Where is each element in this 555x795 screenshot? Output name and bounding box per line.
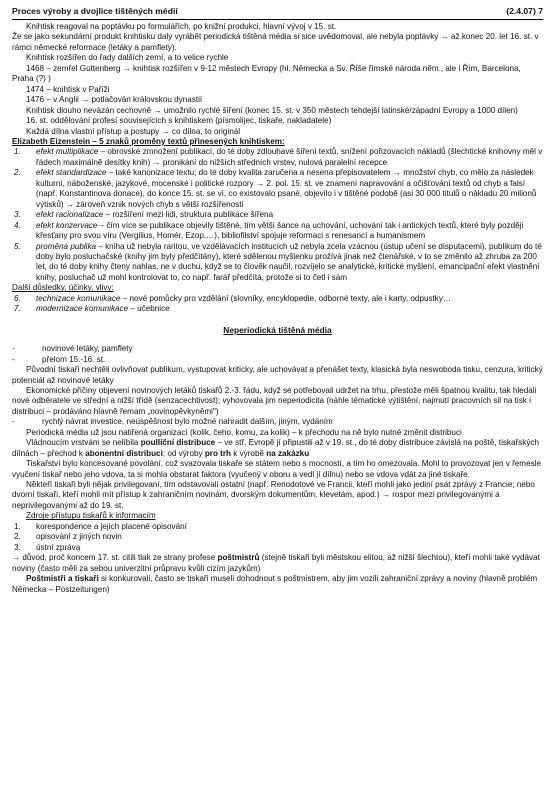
list-item: 3. ústní zpráva (14, 542, 81, 552)
text-line: Tiskařství bylo koncesované povolání, což svazovala tiskaře se státem nebo s mocností, a tím ho omezovala. Mohl to provozovat jen v řemesle vyučení tiskař nebo jeho vdova, ta si mohla obstarat faktora (vyučený v oboru a vedl jí dílnu) nebo se vdova vdát za jiné tiskaře. (12, 459, 541, 479)
list-item: 1. efekt multiplikace – obrovské zmnožení publikací, do té doby zdlouhavé šíření textů, snížení pořizovacích nákladů (šlechtické knihovny měl v řádech maximálně desítky knih) → pronikání do nižších středních vrstev, nulová paralelní recepce (14, 147, 543, 167)
text-line: → důvod, proč koncem 17. st. citili tlak ze strany profese poštmistrů (stejně tiskaři byli městskou elitou, až nižší šlechtou), kteří mohli také vydávat noviny (často měli za sebou univerzitní průpravu kvůli cizím jazykům) (12, 553, 540, 573)
text-line: Vládnoucím vrstvám se nelíbila poulliční distribuce – ve stř. Evropě jí připustili až v 19. st., do té doby distribuce závislá na poště, tiskařských dílnách – přechod k abonentní distribuci; od výroby pro trh k výrobě na zakázku (12, 438, 539, 458)
text-line: Ekonomické příčiny objevení novinových letáků tiskařů 2.-3. řádu, když se potřebovali udržet na trhu, přestože měli špatnou kvalitu, tak hledali nové odběratele ve střední a nižší třídě (senzacechtivost); vyhovovala jim neperiodicita (náhle tématické výtištění, najmutí pracovních sil na tisk i distribuci – prodáváno hlavně řemam „novinopěvkyněmi") (12, 385, 537, 416)
list-item: 5. proměna publika – kniha už nebyla raritou, ve vzdělávacích institucích už nebyla zcela vzácnou (ústup učení se disputacemi), publikum do té doby bylo posluchačské (knihy jim byly předčítány), které sdělenou myšlenku prožívá jinak než čtenářské, v to se změnilo až zhruba za 200 let, do té doby knihy čteny nahlas, ne v duchu, když se to člověk naučil, rozvíjelo se analytické, kritické myšlení, emancipační efekt vlastnění knihy, posluchač už mohl kontrolovat to, co např. farář předčítá, protože si to četl i sám (14, 241, 542, 282)
list-item: - přelom 15.-16. st. (12, 354, 106, 364)
text-line: Původní tiskaři nechtěli ovlivňovat publikum, vystupovat kriticky, ale uchovávat a přenášet texty, klasická byla neswobodа tisku, cenzura, kritický potenciál až novinové letáky (12, 365, 543, 385)
text-line: Každá dílna vlastní přístup a postupy → co dílna, to originál (26, 126, 241, 136)
list-item: 2. efekt standardizace – také kanonizace textu; do té doby kvalita zaručena a nesena přepisovatelem → množství chyb, co mělo za následek kulturní, náboženské, jazykové, mocenské i politické rozpory → 2. pol. 15. st. ve znamení napravování a očišťování textů od chyb a falsí (např. Konstantinova donace), do konce 15. st. se ví, co existovalo psané, objevilo i v tištěné podobě (asi 30 000 titulů o nákladu 20 milionů výtisků) → zároveň vznik nových chyb s větší rozšířeností (14, 168, 537, 209)
text-line: 1474 – knihtisk v Paříži (26, 84, 110, 94)
text-line: 16. st. oddělování profesí souvisejících s knihtiskem (písmolijec, tiskaře, nakladatele) (26, 116, 332, 126)
list-heading: Zdroje přístupu tiskařů k informacím (26, 511, 156, 521)
header-date: (2.4.07) 7 (506, 6, 543, 16)
list-item: 6. technizace komunikace – nové pomůcky pro vzdělání (slovníky, encyklopedie, odborné texty, ale i karty, odpustky… (14, 293, 452, 303)
list-item: - rychlý návrat investice, neúspěšnost bylo možné nahradit dalším, jiným, vydáním (12, 417, 333, 427)
text-line: Knihtisk reagoval na poptávku po formulářích, po knižní produkci, hlavní vývoj v 15. st. (26, 22, 337, 31)
list-heading: Elizabeth Eizenstein – 5 znaků proměny textů přinesených knihtiskem: (12, 136, 285, 146)
text-line: Poštmistři a tiskaři si konkurovali, často se tiskaři museli dohodnout s poštmistrem, aby jim vozili zahraniční zprávy a noviny (hlavně problém Německa – Postzeitungen) (12, 574, 538, 594)
list-item: 4. efekt konzervace – čím více se publikace objevily tištěné, tím větší šance na uchování, uchování tak i antických textů, které byly později křesťany pro svou víru (Vergilius, Homér, Ezop,…), bibliofilství spojuje reformaci s renesancí a humanismem (14, 220, 524, 241)
text-line: Knihtisk rozšířen do řady dalších zemí, a to velice rychle (26, 53, 229, 63)
header-title: Proces výroby a dvojlice tištěných médií (12, 6, 178, 16)
text-line: 1468 – zemřel Guttenberg → knihtisk rozšířen v 9-12 městech Evropy (hl. Německa a Sv. Říše římské národa něm., ale i Řím, Barcelona, Praha (?) ) (12, 63, 521, 84)
text-line: Knihtisk dlouho nevázán cechovně → umožnilo rychlé šíření (konec 15. st. v 350 městech tehdejší latinské/západní Evropy a 1000 dílen) (26, 105, 518, 115)
text-line: Periodická média už jsou natiřená organizací (kolik, čeho, komu, za kolik) – k přechodu na ně bylo nutné změnit distribuci (26, 427, 462, 437)
text-line: 1476 – v Anglii → potlačován královskou dynastií (26, 95, 203, 105)
list-item: 3. efekt racionalizace – rozšíření mezi lidi, struktura publikace šířena (14, 210, 274, 220)
list-item: - novinové letáky, pamflety (12, 344, 133, 354)
text-line: Někteří tiskaři byli nějak privilegovaní, tím odstavovali ostatní (např. Renodotové ve Francii, kteří mohli jako jediní psát zprávy z Francie; nebo dvorní tiskaři, kteří mohli mít přístup k zahraničním novinám, dvorským dokumentům, klevetám, apod.) → rospor mezi privilegovanými a neprivilegovanými až do 19. st. (12, 480, 535, 510)
text-line: Že se jako sekundární produkt knihtisku daly vyrábět periodická tištěná média si sice uvědomoval, ale nebyla poptávky → až konec 20. let 16. st. v rámci německé reformace (letáky a pamflety). (12, 32, 539, 52)
section-title: Neperiodická tištěná média (223, 324, 332, 335)
list-item: 7. modernizace komunikace – učebnice (14, 304, 170, 314)
list-heading: Další důsledky, účinky, vlivy: (12, 283, 114, 293)
page-header (12, 6, 543, 20)
list-item: 2. opisování z jiných novin (14, 532, 122, 542)
list-item: 1. korespondence a jejich placené opisování (14, 521, 187, 531)
